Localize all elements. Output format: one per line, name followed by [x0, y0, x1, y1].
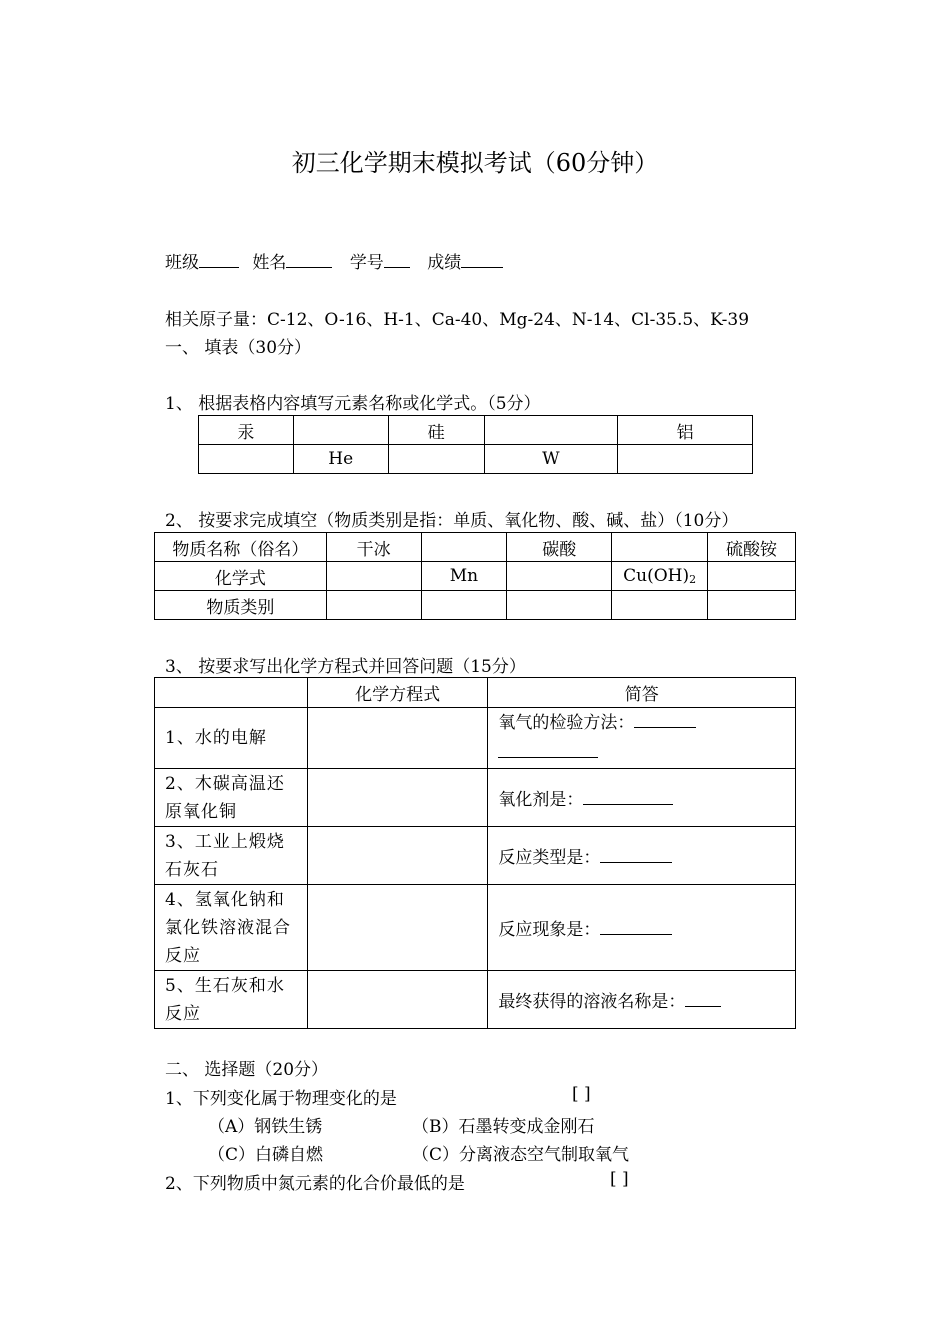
- answer-blank[interactable]: [600, 918, 672, 935]
- cell[interactable]: [421, 591, 507, 620]
- mc-q2-text: 2、下列物质中氮元素的化合价最低的是: [165, 1174, 465, 1194]
- cell[interactable]: [612, 591, 708, 620]
- cell[interactable]: [708, 562, 796, 591]
- mc-q1-option-b[interactable]: （B）石墨转变成金刚石: [412, 1117, 595, 1137]
- q1-text: 1、 根据表格内容填写元素名称或化学式。（5分）: [165, 394, 541, 414]
- section1-heading: 一、 填表（30分）: [165, 338, 312, 358]
- class-blank[interactable]: [199, 250, 239, 268]
- mc-q1-text: 1、下列变化属于物理变化的是: [165, 1089, 397, 1109]
- answer-prompt: 氧气的检验方法：: [498, 713, 635, 733]
- row-label: 3、工业上煅烧石灰石: [155, 827, 308, 885]
- student-info-line: [165, 248, 503, 273]
- answer-blank[interactable]: [583, 788, 673, 805]
- cell[interactable]: [326, 562, 421, 591]
- cell: 硅: [388, 416, 484, 445]
- mc-q1-option-a[interactable]: （A）钢铁生锈: [208, 1117, 323, 1137]
- equation-cell[interactable]: [307, 971, 488, 1029]
- equation-cell[interactable]: [307, 708, 488, 769]
- cell: He: [293, 445, 388, 474]
- cell[interactable]: [199, 445, 294, 474]
- atomic-masses: 相关原子量：C-12、O-16、H-1、Ca-40、Mg-24、N-14、Cl-35.5、K-39: [165, 310, 750, 330]
- cell: Mn: [421, 562, 507, 591]
- header-cell: [155, 678, 308, 708]
- answer-cell: [488, 971, 796, 1029]
- substance-table: [154, 532, 796, 620]
- row-label: 5、生石灰和水反应: [155, 971, 308, 1029]
- equation-table: [154, 677, 796, 1029]
- cell[interactable]: [388, 445, 484, 474]
- score-label: 成绩: [427, 253, 462, 273]
- cell: [612, 562, 708, 591]
- q3-text: 3、 按要求写出化学方程式并回答问题（15分）: [165, 657, 526, 677]
- q2-text: 2、 按要求完成填空（物质类别是指：单质、氧化物、酸、碱、盐）（10分）: [165, 511, 739, 531]
- cell[interactable]: [507, 562, 612, 591]
- cell[interactable]: [484, 416, 618, 445]
- score-blank[interactable]: [461, 250, 503, 268]
- formula-text: Cu(OH): [623, 566, 690, 586]
- answer-cell: [488, 885, 796, 971]
- answer-blank[interactable]: [685, 990, 721, 1007]
- answer-prompt: 最终获得的溶液名称是：: [498, 992, 686, 1012]
- mc-q2-answer-bracket[interactable]: [ ]: [610, 1169, 629, 1189]
- cell: 物质类别: [155, 591, 327, 620]
- mc-q1-answer-bracket[interactable]: [ ]: [572, 1084, 591, 1104]
- cell[interactable]: [326, 591, 421, 620]
- cell: 碳酸: [507, 533, 612, 562]
- answer-cell: [488, 708, 796, 769]
- row-label: 1、水的电解: [155, 708, 308, 769]
- answer-blank[interactable]: [634, 711, 696, 728]
- answer-prompt: 反应现象是：: [498, 920, 601, 940]
- header-cell: 化学方程式: [307, 678, 488, 708]
- answer-cell: [488, 769, 796, 827]
- class-label: 班级: [165, 253, 199, 273]
- cell: 汞: [199, 416, 294, 445]
- row-label: 4、氢氧化钠和氯化铁溶液混合反应: [155, 885, 308, 971]
- cell: 干冰: [326, 533, 421, 562]
- id-blank[interactable]: [384, 250, 410, 268]
- page-title: 初三化学期末模拟考试（60分钟）: [291, 149, 659, 177]
- cell: 铝: [618, 416, 753, 445]
- cell[interactable]: [708, 591, 796, 620]
- equation-cell[interactable]: [307, 769, 488, 827]
- name-label: 姓名: [252, 253, 287, 273]
- cell[interactable]: [293, 416, 388, 445]
- answer-prompt: 反应类型是：: [498, 848, 601, 868]
- cell[interactable]: [612, 533, 708, 562]
- mc-q1-option-d[interactable]: （C）分离液态空气制取氧气: [412, 1145, 630, 1165]
- cell: W: [484, 445, 618, 474]
- mc-q1-option-c[interactable]: （C）白磷自燃: [208, 1145, 324, 1165]
- element-table: [198, 415, 753, 474]
- cell: 物质名称（俗名）: [155, 533, 327, 562]
- cell[interactable]: [618, 445, 753, 474]
- header-cell: 简答: [488, 678, 796, 708]
- cell: 化学式: [155, 562, 327, 591]
- id-label: 学号: [349, 253, 384, 273]
- answer-blank[interactable]: [600, 846, 672, 863]
- answer-prompt: 氧化剂是：: [498, 790, 584, 810]
- cell: 硫酸铵: [708, 533, 796, 562]
- row-label: 2、木碳高温还原氧化铜: [155, 769, 308, 827]
- name-blank[interactable]: [286, 250, 332, 268]
- answer-blank[interactable]: [498, 741, 598, 758]
- equation-cell[interactable]: [307, 885, 488, 971]
- cell[interactable]: [507, 591, 612, 620]
- section2-heading: 二、 选择题（20分）: [165, 1060, 329, 1080]
- answer-cell: [488, 827, 796, 885]
- cell[interactable]: [421, 533, 507, 562]
- equation-cell[interactable]: [307, 827, 488, 885]
- formula-subscript: 2: [689, 573, 697, 586]
